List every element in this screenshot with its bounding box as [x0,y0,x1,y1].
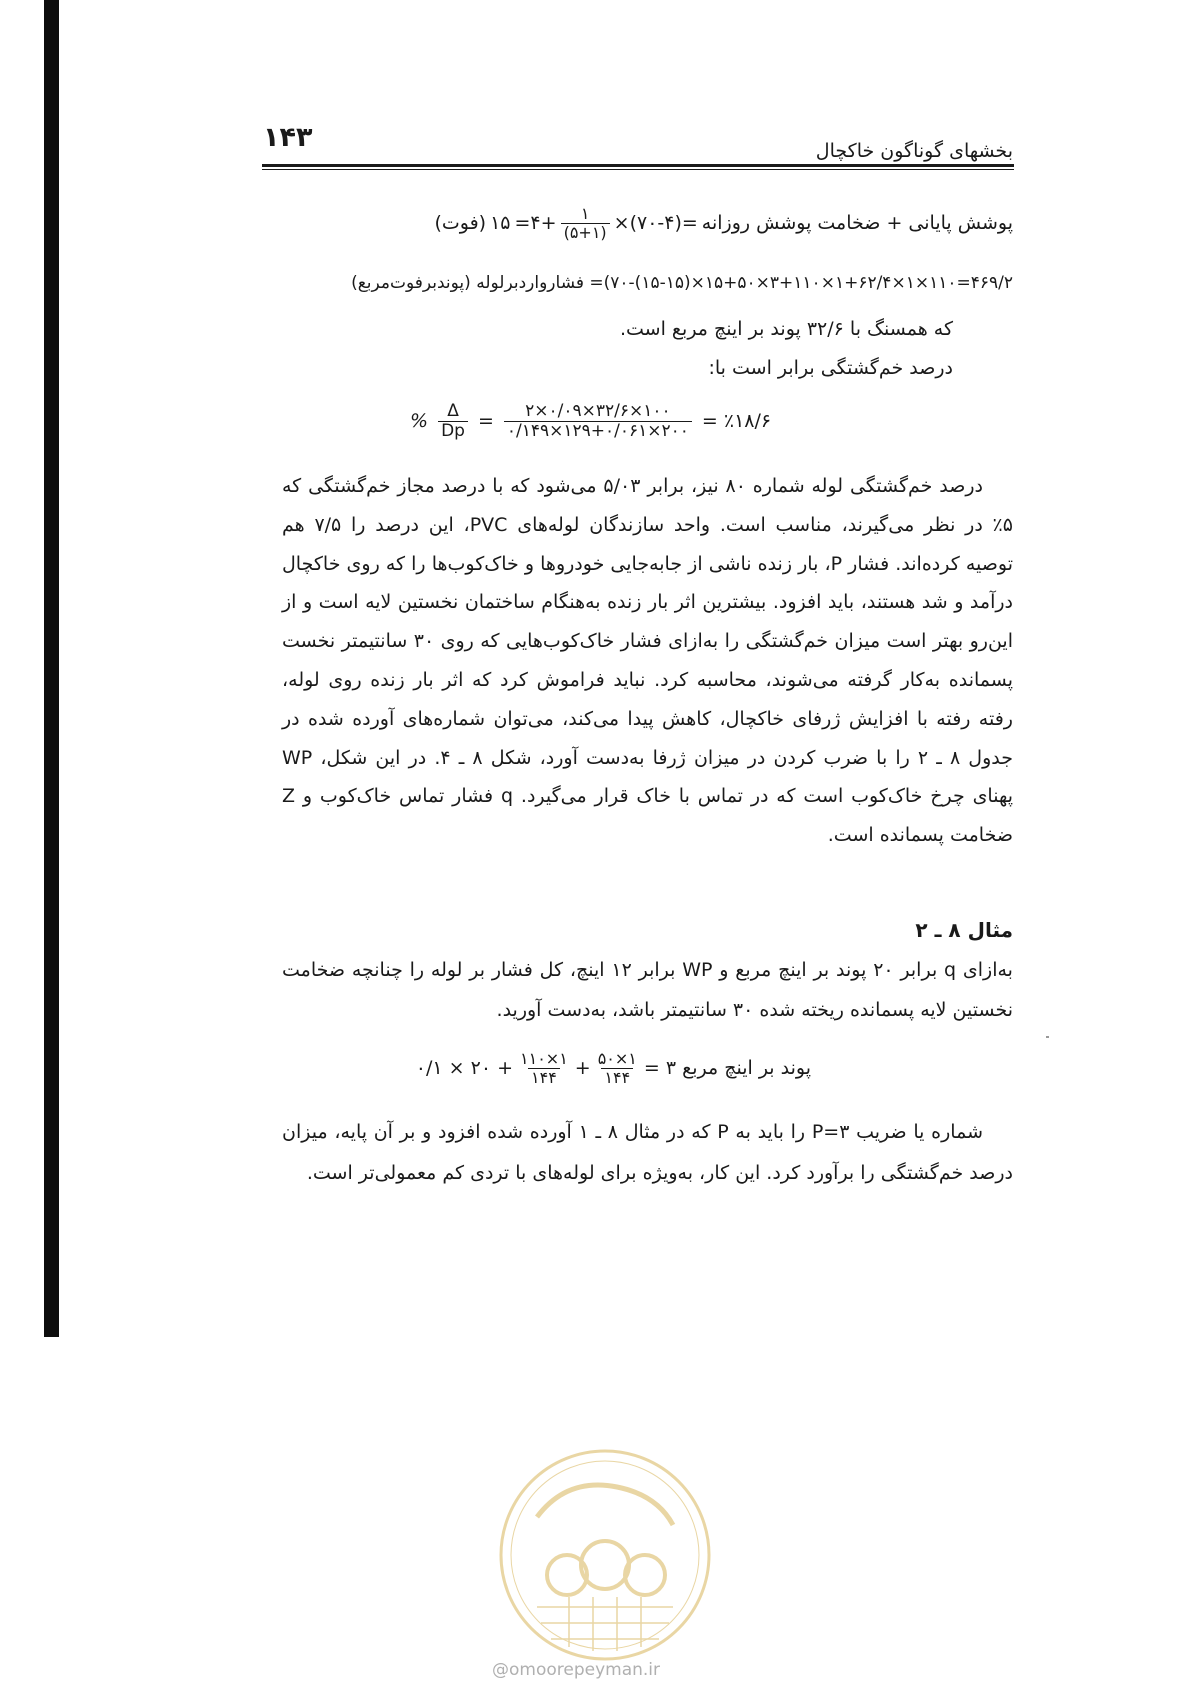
equation-total-pressure [416,1050,811,1086]
eq4-tail: + ۲۰ × ۰/۱ [415,1057,513,1080]
eq2-text: ۴۶۹/۲=۱۱۰×۱×۱+۶۲/۴×۳+۱۱۰×۱۵+۵۰×(۱۵-۱۵)-۷۰)= فشاروارد‌بر‌لوله [476,273,1013,293]
eq4-fraction-2 [517,1050,571,1086]
running-head: بخشهای گوناگون خاکچال [815,140,1013,162]
watermark-site-text: @omoorepeyman.ir [492,1660,661,1680]
eq3-equals: = [477,410,494,433]
watermark-seal [497,1447,713,1663]
eq4-f2-den: ۱۴۴ [528,1068,560,1087]
example-heading: مثال ۸ ـ ۲ [915,918,1013,942]
eq4-plus: + [574,1057,591,1080]
paragraph-deflection: درصد خم‌گشتگی لوله شماره ۸۰ نیز، برابر ۵/۰۳ می‌شود که با درصد مجاز خم‌گشتگی که ۵٪ در نظر می‌گیرند، مناسب است. واحد سازندگان لوله‌های PVC، این درصد را ۷/۵ هم توصیه کرده‌اند. فشار P، بار زنده ناشی از جابه‌جایی خودروها و خاک‌کوب‌ها را که روی خاکچال درآمد و شد هستند، باید افزود. بیشترین اثر بار زنده به‌هنگام ساختمان نخستین لایه است و از این‌رو بهتر است میزان خم‌گشتگی را به‌ازای فشار خاک‌کوب‌هایی که روی ۳۰ سانتیمتر نخست پسمانده به‌کار گرفته می‌شوند، محاسبه کرد. نباید فراموش کرد که اثر بار زنده روی لوله، رفته رفته با افزایش ژرفای خاکچال، کاهش پیدا می‌کند، می‌توان شماره‌های آورده شده در جدول ۸ ـ ۲ را با ضرب کردن در میزان ژرفا به‌دست آورد، شکل ۸ ـ ۴. در این شکل، WP پهنای چرخ خاک‌کوب است که در تماس با خاک قرار می‌گیرد. q فشار تماس خاک‌کوب و Z ضخامت پسمانده است. [282,475,1014,847]
example-text: به‌ازای q برابر ۲۰ پوند بر اینچ مربع و WP برابر ۱۲ اینچ، کل فشار بر لوله را چنانچه ضخامت نخستین لایه پسمانده ریخته شده ۳۰ سانتیمتر باشد، به‌دست آورید. [282,959,1013,1021]
eq3-lhs-den: Dp [438,421,468,441]
header-rule [262,164,1014,167]
watermark-site [492,1660,660,1680]
equation-cover-thickness [434,205,1013,241]
eq3-lhs-num: Δ [447,401,459,421]
eq3-den: ۰/۱۴۹×۱۲۹+۰/۰۶۱×۲۰۰ [504,421,692,441]
scan-speck [1046,1036,1049,1038]
scan-edge-bar [44,0,59,1337]
eq4-f2-num: ۱×۱۱۰ [520,1049,568,1068]
eq1-unit: (فوت) [434,212,487,235]
equivalence-line: که همسنگ با ۳۲/۶ پوند بر اینچ مربع است. [619,318,953,340]
eq4-f1-den: ۱۴۴ [601,1068,633,1087]
eq1-result: ۱۵ [490,212,511,235]
eq4-f1-num: ۱×۵۰ [597,1049,637,1068]
eq3-main-fraction [504,402,692,440]
equation-deflection-percent [410,402,771,440]
eq1-frac-num: ۱ [580,204,590,223]
eq3-lhs-fraction [438,402,468,440]
eq1-eq: =۴+ [514,212,557,235]
equation-pipe-load [351,273,1013,293]
paragraph-conclusion: شماره یا ضریب P=۳ را باید به P که در مثال ۸ ـ ۱ آورده شده افزود و بر آن پایه، میزان درصد خم‌گشتگی را برآورد کرد. این کار، به‌ویژه برای لوله‌های با تردی کم معمولی‌تر است. [282,1121,1013,1184]
page-number: ۱۴۳ [263,122,313,153]
deflection-intro-line: درصد خم‌گشتگی برابر است با: [708,357,953,379]
eq1-factor: ×(۷۰-۴)= [613,212,698,235]
eq4-label: پوند بر اینچ مربع ۳ = [643,1057,811,1080]
eq3-lhs-pct: % [410,410,429,433]
eq4-fraction-1 [595,1050,640,1086]
eq1-fraction [561,205,610,241]
eq1-lhs: پوشش پایانی + ضخامت پوشش روزانه [701,212,1013,235]
header-rule-thin [262,169,1014,170]
eq1-frac-den: (۵+۱) [561,223,610,242]
eq2-unit: (پوندبرفوت‌مربع) [351,273,471,293]
eq3-result: = ٪۱۸/۶ [701,410,772,433]
eq3-num: ۲×۰/۰۹×۳۲/۶×۱۰۰ [525,401,671,421]
